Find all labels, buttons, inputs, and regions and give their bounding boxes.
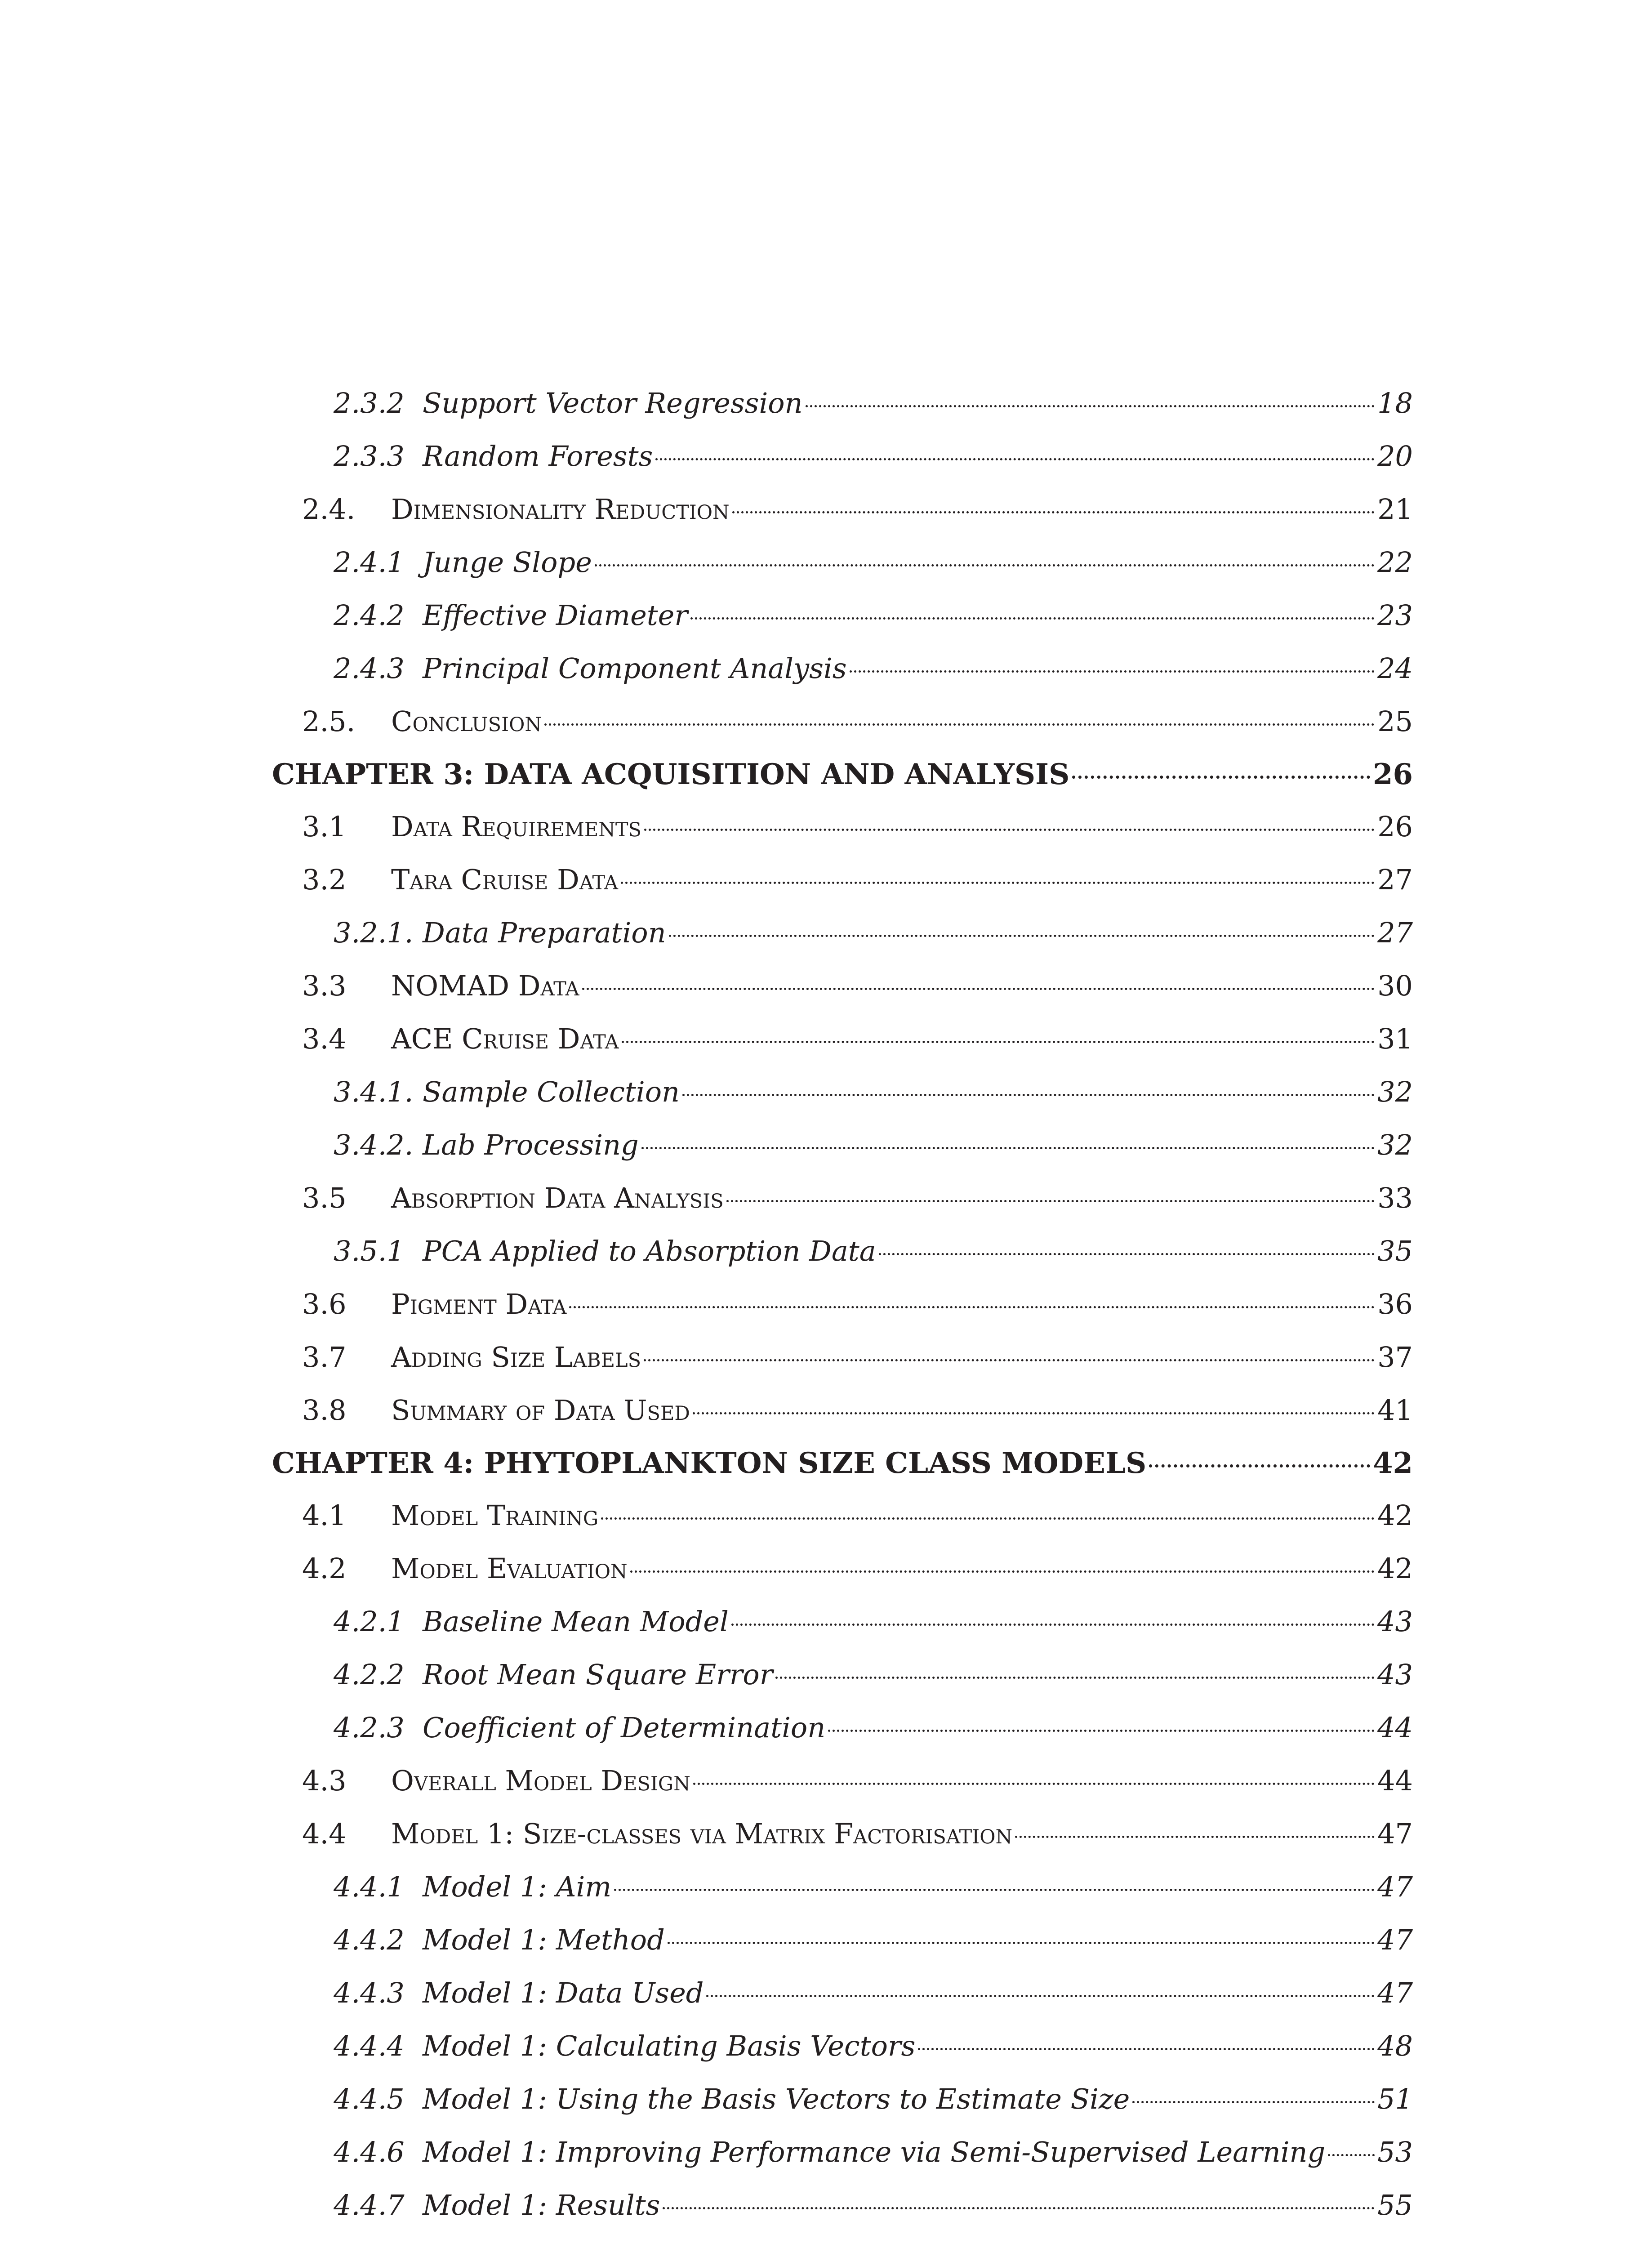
toc-entry[interactable]	[272, 653, 1413, 684]
dot-leader	[1015, 1836, 1375, 1838]
dot-leader	[544, 723, 1375, 726]
toc-entry-page-number: 18	[1377, 387, 1413, 419]
dot-leader	[1072, 776, 1370, 779]
toc-entry-page-number: 23	[1377, 599, 1413, 632]
dot-leader	[644, 1359, 1375, 1361]
toc-entry-page-number: 21	[1377, 493, 1413, 526]
toc-entry-page-number: 30	[1377, 969, 1413, 1002]
dot-leader	[669, 935, 1375, 937]
toc-entry-page-number: 47	[1377, 1923, 1413, 1956]
toc-entry-title: PCA Applied to Absorption Data	[423, 1235, 876, 1267]
toc-entry-number: 4.2.2	[334, 1658, 405, 1691]
toc-entry-title: Data Requirements	[391, 810, 641, 843]
toc-entry[interactable]	[272, 600, 1413, 631]
dot-leader	[690, 617, 1375, 620]
toc-entry[interactable]	[272, 917, 1413, 949]
toc-entry-page-number: 47	[1377, 1870, 1413, 1903]
toc-entry-number: 2.4.2	[334, 599, 405, 632]
toc-entry-title: Root Mean Square Error	[423, 1658, 773, 1691]
toc-entry-number: 3.2.1.	[334, 916, 414, 949]
dot-leader	[663, 2207, 1375, 2209]
toc-entry-page-number: 27	[1377, 863, 1413, 896]
toc-entry-title: Lab Processing	[423, 1128, 639, 1161]
toc-entry[interactable]	[272, 1606, 1413, 1637]
toc-entry-title: Model 1: Results	[423, 2189, 660, 2221]
toc-entry-page-number: 22	[1377, 546, 1413, 579]
toc-entry-title: Baseline Mean Model	[423, 1605, 729, 1638]
toc-entry-number: 4.4.6	[334, 2136, 405, 2168]
toc-entry-title: Random Forests	[423, 440, 653, 473]
toc-entry-title: Tara Cruise Data	[391, 863, 618, 896]
dot-leader	[655, 458, 1375, 460]
toc-entry-number: 3.2	[302, 863, 347, 896]
dot-leader	[630, 1570, 1375, 1573]
dot-leader	[775, 1677, 1375, 1679]
toc-entry-title: Sample Collection	[423, 1075, 680, 1108]
toc-entry-page-number: 41	[1377, 1394, 1413, 1427]
toc-entry[interactable]	[272, 2136, 1413, 2168]
toc-entry-number: 4.2.3	[334, 1711, 405, 1744]
toc-entry-page-number: 47	[1377, 1976, 1413, 2009]
toc-entry-number: 2.4.3	[334, 652, 405, 685]
toc-entry-title: ACE Cruise Data	[391, 1022, 619, 1055]
toc-entry[interactable]	[272, 1236, 1413, 1267]
toc-entry-number: 3.5.1	[334, 1235, 405, 1267]
toc-entry-title: Model 1: Improving Performance via Semi-Supervised Learning	[423, 2136, 1326, 2168]
toc-entry-page-number: 25	[1377, 705, 1413, 738]
toc-entry[interactable]	[272, 1553, 1413, 1584]
toc-entry-number: 4.4.4	[334, 2029, 405, 2062]
toc-entry-number: 3.7	[302, 1341, 347, 1374]
toc-entry[interactable]	[272, 1500, 1413, 1531]
toc-entry-number: 4.4.2	[334, 1923, 405, 1956]
toc-entry-page-number: 33	[1377, 1182, 1413, 1214]
toc-entry-page-number: 26	[1377, 810, 1413, 843]
toc-entry-page-number: 35	[1377, 1235, 1413, 1267]
dot-leader	[828, 1730, 1375, 1732]
toc-entry-title: Support Vector Regression	[423, 387, 803, 419]
toc-entry[interactable]	[272, 970, 1413, 1002]
toc-entry[interactable]	[272, 1712, 1413, 1744]
toc-entry[interactable]	[272, 1182, 1413, 1214]
toc-entry[interactable]	[272, 1076, 1413, 1108]
toc-entry-page-number: 53	[1377, 2136, 1413, 2168]
toc-entry-title: Summary of Data Used	[391, 1394, 690, 1427]
toc-entry-title: NOMAD Data	[391, 969, 579, 1002]
toc-entry-title: Adding Size Labels	[391, 1341, 641, 1374]
toc-entry-page-number: 36	[1377, 1288, 1413, 1320]
dot-leader	[1328, 2154, 1375, 2156]
toc-entry[interactable]	[272, 1395, 1413, 1426]
toc-entry-page-number: 37	[1377, 1341, 1413, 1374]
toc-entry-number: 4.4	[302, 1817, 347, 1850]
toc-chapter-entry[interactable]	[272, 1448, 1413, 1479]
toc-entry-page-number: 44	[1377, 1764, 1413, 1797]
toc-entry-title: Absorption Data Analysis	[391, 1182, 724, 1214]
toc-entry-page-number: 24	[1377, 652, 1413, 685]
dot-leader	[582, 988, 1375, 990]
toc-entry-number: 4.2.1	[334, 1605, 405, 1638]
dot-leader	[850, 670, 1375, 673]
toc-entry[interactable]	[272, 1129, 1413, 1161]
toc-entry-page-number: 55	[1377, 2189, 1413, 2221]
toc-entry-number: 3.1	[302, 810, 347, 843]
toc-entry-number: 4.4.3	[334, 1976, 405, 2009]
toc-entry-page-number: 42	[1372, 1446, 1413, 1480]
toc-entry[interactable]	[272, 494, 1413, 525]
toc-entry-page-number: 51	[1377, 2083, 1413, 2115]
toc-entry-page-number: 43	[1377, 1605, 1413, 1638]
toc-entry-page-number: 26	[1372, 758, 1413, 791]
toc-entry-number: 4.4.5	[334, 2083, 405, 2115]
toc-entry-title: Dimensionality Reduction	[391, 493, 730, 526]
dot-leader	[569, 1306, 1375, 1308]
toc-entry[interactable]	[272, 1289, 1413, 1320]
toc-entry[interactable]	[272, 547, 1413, 578]
toc-entry-page-number: 32	[1377, 1075, 1413, 1108]
dot-leader	[726, 1200, 1375, 1202]
table-of-contents	[272, 388, 1413, 2243]
toc-entry-title: Principal Component Analysis	[423, 652, 847, 685]
toc-entry[interactable]	[272, 864, 1413, 896]
toc-entry-title: Model 1: Aim	[423, 1870, 612, 1903]
toc-entry-title: Junge Slope	[423, 546, 592, 579]
toc-entry[interactable]	[272, 706, 1413, 737]
toc-entry-number: 2.5.	[302, 705, 356, 738]
toc-entry[interactable]	[272, 2030, 1413, 2062]
toc-entry-page-number: 44	[1377, 1711, 1413, 1744]
toc-entry-title: Coefficient of Determination	[423, 1711, 826, 1744]
toc-entry[interactable]	[272, 1977, 1413, 2009]
toc-entry-title: Conclusion	[391, 705, 542, 738]
toc-entry-number: 3.6	[302, 1288, 347, 1320]
dot-leader	[806, 405, 1375, 407]
dot-leader	[693, 1412, 1375, 1414]
toc-entry-page-number: 48	[1377, 2029, 1413, 2062]
toc-entry[interactable]	[272, 1818, 1413, 1850]
dot-leader	[601, 1517, 1375, 1520]
dot-leader	[918, 2048, 1375, 2050]
toc-entry-number: 3.3	[302, 969, 347, 1002]
toc-entry-number: 2.4.1	[334, 546, 405, 579]
toc-entry-number: 2.3.3	[334, 440, 405, 473]
toc-entry-title: Model 1: Calculating Basis Vectors	[423, 2029, 916, 2062]
dot-leader	[731, 1624, 1375, 1626]
dot-leader	[732, 511, 1375, 513]
toc-entry-page-number: 31	[1377, 1022, 1413, 1055]
toc-entry[interactable]	[272, 1023, 1413, 1055]
toc-entry-title: CHAPTER 3: DATA ACQUISITION AND ANALYSIS	[272, 758, 1070, 791]
toc-entry-page-number: 20	[1377, 440, 1413, 473]
dot-leader	[1149, 1464, 1370, 1467]
toc-entry[interactable]	[272, 2190, 1413, 2221]
dot-leader	[668, 1942, 1375, 1944]
dot-leader	[644, 829, 1375, 831]
toc-entry-title: Effective Diameter	[423, 599, 688, 632]
toc-entry-number: 2.3.2	[334, 387, 405, 419]
toc-entry-page-number: 42	[1377, 1552, 1413, 1585]
toc-entry[interactable]	[272, 388, 1413, 419]
toc-entry-number: 2.4.	[302, 493, 356, 526]
dot-leader	[641, 1147, 1375, 1149]
dot-leader	[682, 1094, 1375, 1096]
toc-entry-title: Model 1: Size-classes via Matrix Factorisation	[391, 1817, 1013, 1850]
toc-entry-title: Pigment Data	[391, 1288, 567, 1320]
toc-entry-number: 3.8	[302, 1394, 347, 1427]
toc-entry-title: CHAPTER 4: PHYTOPLANKTON SIZE CLASS MODELS	[272, 1446, 1147, 1480]
toc-entry-title: Model 1: Data Used	[423, 1976, 704, 2009]
toc-entry-number: 3.5	[302, 1182, 347, 1214]
dot-leader	[614, 1889, 1375, 1891]
toc-entry-number: 4.3	[302, 1764, 347, 1797]
dot-leader	[595, 564, 1375, 566]
toc-entry-number: 3.4.1.	[334, 1075, 414, 1108]
toc-chapter-entry[interactable]	[272, 759, 1413, 790]
toc-entry-number: 4.4.1	[334, 1870, 405, 1903]
toc-entry-title: Data Preparation	[423, 916, 666, 949]
toc-entry[interactable]	[272, 811, 1413, 843]
toc-entry-number: 3.4	[302, 1022, 347, 1055]
dot-leader	[1132, 2101, 1375, 2103]
toc-entry-page-number: 43	[1377, 1658, 1413, 1691]
toc-entry[interactable]	[272, 1871, 1413, 1903]
toc-entry[interactable]	[272, 1924, 1413, 1956]
dot-leader	[621, 882, 1375, 884]
dot-leader	[879, 1253, 1375, 1255]
toc-entry-number: 4.4.7	[334, 2189, 405, 2221]
toc-entry[interactable]	[272, 2083, 1413, 2115]
toc-entry-title: Model Evaluation	[391, 1552, 628, 1585]
toc-entry-number: 3.4.2.	[334, 1128, 414, 1161]
toc-entry[interactable]	[272, 441, 1413, 472]
toc-entry-page-number: 27	[1377, 916, 1413, 949]
dot-leader	[706, 1995, 1375, 1997]
toc-entry-number: 4.2	[302, 1552, 347, 1585]
dot-leader	[622, 1041, 1375, 1043]
dot-leader	[693, 1783, 1375, 1785]
toc-entry-number: 4.1	[302, 1499, 347, 1532]
toc-entry-page-number: 42	[1377, 1499, 1413, 1532]
toc-entry-title: Model Training	[391, 1499, 599, 1532]
toc-entry[interactable]	[272, 1765, 1413, 1797]
toc-entry-title: Model 1: Method	[423, 1923, 665, 1956]
toc-entry-page-number: 32	[1377, 1128, 1413, 1161]
toc-entry-title: Overall Model Design	[391, 1764, 690, 1797]
toc-entry[interactable]	[272, 1659, 1413, 1690]
toc-entry-page-number: 47	[1377, 1817, 1413, 1850]
toc-entry[interactable]	[272, 1342, 1413, 1373]
toc-entry-title: Model 1: Using the Basis Vectors to Estimate Size	[423, 2083, 1130, 2115]
